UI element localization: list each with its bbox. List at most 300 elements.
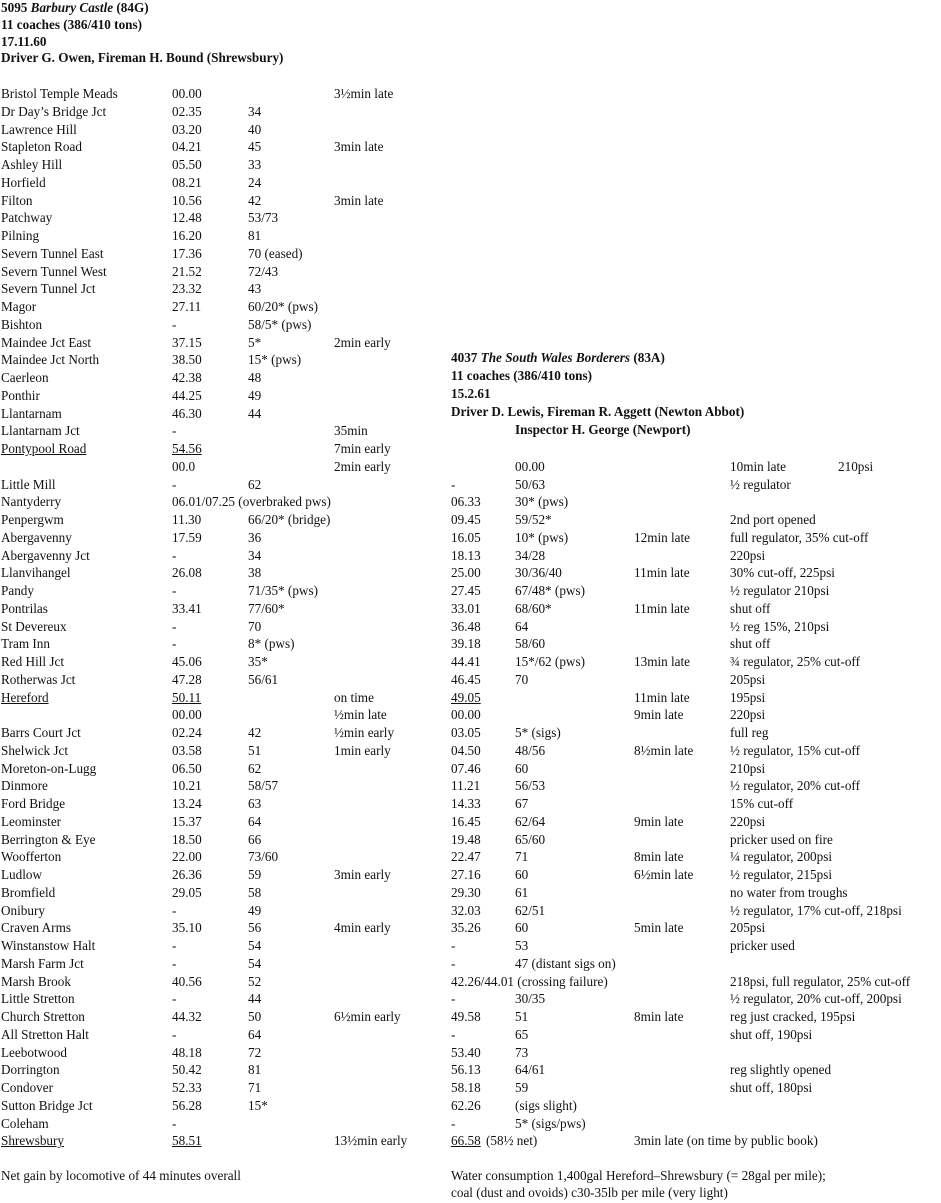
station-name: Church Stretton [1, 1009, 85, 1024]
train1-time: 16.20 [172, 228, 202, 243]
train1-speed: 45 [248, 139, 262, 155]
train2-time: 06.33 [451, 494, 481, 510]
footer-coal-consumption: coal (dust and ovoids) c30-35lb per mile (very light) [451, 1185, 728, 1200]
station-name: Horfield [1, 174, 46, 190]
train2-time: 16.05 [451, 529, 481, 545]
train2-time: 62.26 [451, 1097, 481, 1113]
train1-speed: 52 [248, 973, 262, 989]
table-row [0, 618, 941, 636]
train1-date: 17.11.60 [1, 34, 47, 49]
station-name: Pontrilas [1, 600, 48, 616]
table-row [0, 138, 941, 156]
table-row [0, 369, 941, 387]
table-row [0, 813, 941, 831]
station-name: Craven Arms [1, 920, 71, 936]
train1-time: 26.36 [172, 867, 202, 882]
train1-speed: 33 [248, 157, 262, 172]
train2-inspector: Inspector H. George (Newport) [515, 422, 691, 437]
train1-time: - [172, 938, 177, 953]
train2-time: 49.58 [451, 1009, 481, 1024]
train1-remark: ½min early [334, 725, 395, 740]
train1-speed: 8* (pws) [248, 636, 295, 652]
train1-speed: 71 [248, 1080, 262, 1095]
table-row [0, 671, 941, 689]
table-row [0, 635, 941, 653]
train1-speed: 5* [248, 334, 262, 350]
station-name: Berrington & Eye [1, 831, 96, 847]
train2-remark: 13min late [634, 654, 691, 669]
train1-speed: 72 [248, 1044, 262, 1060]
table-row [0, 831, 941, 849]
train2-speed: 5* (sigs) [515, 725, 561, 740]
train1-remark: 2min early [334, 334, 391, 350]
table-row [0, 884, 941, 902]
train1-time: 56.28 [172, 1097, 202, 1113]
station-name: Severn Tunnel East [1, 245, 104, 261]
train2-time: 27.45 [451, 583, 481, 598]
train1-time: 00.00 [172, 86, 202, 101]
train1-remark: 13½min early [334, 1133, 408, 1149]
train2-notes: reg slightly opened [730, 1062, 832, 1078]
train1-speed: 58/57 [248, 778, 279, 794]
train2-speed: 59/52* [515, 512, 552, 527]
train2-notes: shut off [730, 636, 771, 652]
station-name: Lawrence Hill [1, 121, 77, 137]
train1-time: 04.21 [172, 139, 202, 155]
train2-notes: shut off, 180psi [730, 1080, 813, 1095]
train1-shed: (84G) [116, 0, 149, 15]
train2-time: 09.45 [451, 512, 481, 527]
train1-time: 26.08 [172, 565, 202, 581]
train1-time: 48.18 [172, 1044, 202, 1060]
train1-remark: 6½min early [334, 1009, 401, 1024]
train2-time: 00.00 [451, 707, 481, 723]
train2-remark: 11min late [634, 689, 690, 705]
train1-loco-number: 5095 [1, 0, 28, 15]
train2-notes: 218psi, full regulator, 25% cut-off [730, 973, 911, 989]
train2-speed: 15*/62 (pws) [515, 654, 585, 669]
station-name: Moreton-on-Lugg [1, 760, 97, 776]
train1-time: 47.28 [172, 671, 202, 687]
train1-time: 17.59 [172, 529, 202, 545]
station-name: Onibury [1, 902, 45, 918]
table-row [0, 564, 941, 582]
station-name: Nantyderry [1, 494, 62, 510]
train1-time: - [172, 1115, 177, 1131]
train1-time: 12.48 [172, 210, 202, 226]
train2-time: 29.30 [451, 884, 481, 900]
train1-speed: 38 [248, 565, 262, 581]
train2-notes: full reg [730, 725, 769, 740]
station-name: Ashley Hill [1, 157, 63, 172]
train1-speed: 44 [248, 405, 262, 421]
table-row [0, 547, 941, 565]
train1-time: 10.56 [172, 192, 202, 208]
train2-remark: 6½min late [634, 867, 694, 882]
train2-remark: 11min late [634, 565, 690, 581]
train2-speed: 10* (pws) [515, 529, 569, 545]
train1-time: - [172, 955, 177, 971]
train1-speed: 36 [248, 529, 262, 545]
train2-time: 25.00 [451, 565, 481, 581]
station-name: Maindee Jct North [1, 352, 100, 368]
train1-time: 02.24 [172, 725, 202, 740]
train2-speed: 5* (sigs/pws) [515, 1115, 586, 1131]
table-row [0, 1115, 941, 1133]
train1-speed: 43 [248, 281, 262, 297]
station-name: Bristol Temple Meads [1, 86, 118, 101]
station-name: Leebotwood [1, 1044, 67, 1060]
train2-time: 22.47 [451, 849, 481, 865]
train1-time: 03.58 [172, 742, 202, 758]
train1-crew: Driver G. Owen, Fireman H. Bound (Shrewsbury) [1, 50, 284, 65]
train2-time: - [451, 955, 456, 971]
train2-time: 04.50 [451, 742, 481, 758]
table-row [0, 458, 941, 476]
train2-time: 11.21 [451, 778, 481, 794]
station-name: Sutton Bridge Jct [1, 1097, 93, 1113]
train1-time: 10.21 [172, 778, 202, 794]
station-name: Ludlow [1, 867, 43, 882]
train2-speed: 67/48* (pws) [515, 583, 585, 598]
train1-speed: 40 [248, 121, 262, 137]
train1-time: 05.50 [172, 157, 202, 172]
train1-remark: 3min late [334, 139, 384, 155]
train1-remark: 2min early [334, 458, 391, 474]
table-row [0, 1044, 941, 1062]
train2-notes: ½ reg 15%, 210psi [730, 618, 830, 634]
train2-notes: ½ regulator, 20% cut-off [730, 778, 860, 794]
station-name: Severn Tunnel West [1, 263, 107, 279]
train2-notes: ½ regulator, 20% cut-off, 200psi [730, 991, 902, 1007]
train1-remark: 3min late [334, 192, 384, 208]
train1-speed: 49 [248, 387, 262, 403]
train2-time: 36.48 [451, 618, 481, 634]
station-name: Hereford [1, 689, 49, 705]
train2-notes: pricker used on fire [730, 831, 833, 847]
train1-remark: on time [334, 689, 374, 705]
train2-speed: 58/60 [515, 636, 546, 652]
table-row [0, 334, 941, 352]
station-name: Ponthir [1, 387, 40, 403]
train2-notes: 210psi [730, 760, 766, 776]
train1-time: 00.00 [172, 707, 202, 723]
train1-time: - [172, 547, 177, 563]
train1-time: 37.15 [172, 334, 202, 350]
station-name: Shelwick Jct [1, 742, 69, 758]
train2-time: 39.18 [451, 636, 481, 652]
train1-time: 06.01/07.25 (overbraked pws) [172, 494, 331, 510]
train1-time: - [172, 636, 177, 652]
station-name: Pilning [1, 228, 40, 243]
train2-shed: (83A) [633, 350, 665, 365]
train2-speed: 59 [515, 1080, 529, 1095]
station-name: Marsh Brook [1, 973, 71, 989]
train1-speed: 54 [248, 955, 262, 971]
train2-speed: 51 [515, 1009, 529, 1024]
station-name: Caerleon [1, 370, 49, 385]
train2-speed: 62/64 [515, 813, 546, 829]
train2-notes: ½ regulator, 17% cut-off, 218psi [730, 902, 902, 918]
train1-time: 33.41 [172, 600, 202, 616]
table-row [0, 351, 941, 369]
train1-time: 22.00 [172, 849, 202, 865]
station-name: Stapleton Road [1, 139, 82, 155]
train2-time: 19.48 [451, 831, 481, 847]
train1-time: - [172, 423, 177, 439]
station-name: Maindee Jct East [1, 334, 92, 350]
train1-time: - [172, 991, 177, 1007]
train1-speed: 77/60* [248, 600, 285, 616]
train2-notes: shut off [730, 600, 771, 616]
table-row [0, 298, 941, 316]
train1-remark: 3min early [334, 867, 391, 882]
table-row [0, 156, 941, 174]
train2-notes: no water from troughs [730, 884, 848, 900]
train2-time: 53.40 [451, 1044, 481, 1060]
table-row [0, 440, 941, 458]
train1-time: 38.50 [172, 352, 202, 368]
train1-title [1, 0, 149, 16]
train1-speed: 34 [248, 103, 262, 119]
station-name: Little Stretton [1, 991, 75, 1007]
train1-speed: 58 [248, 884, 262, 900]
table-row [0, 742, 941, 760]
train1-time: - [172, 583, 177, 598]
table-row [0, 1061, 941, 1079]
train1-speed: 73/60 [248, 849, 279, 865]
train1-speed: 81 [248, 1062, 262, 1078]
train2-crew: Driver D. Lewis, Fireman R. Aggett (Newton Abbot) [451, 404, 745, 419]
train2-speed: 65/60 [515, 831, 546, 847]
table-row [0, 795, 941, 813]
table-row [0, 476, 941, 494]
train1-speed: 70 (eased) [248, 245, 303, 261]
station-name: Marsh Farm Jct [1, 955, 84, 971]
station-name: Llantarnam [1, 405, 62, 421]
train2-remark: 8min late [634, 849, 684, 865]
train1-speed: 66/20* (bridge) [248, 512, 331, 527]
train1-speed: 62 [248, 760, 262, 776]
train1-speed: 56 [248, 920, 262, 936]
train1-speed: 24 [248, 174, 262, 190]
train2-notes: 220psi [730, 547, 766, 563]
train1-speed: 72/43 [248, 263, 279, 279]
train1-speed: 62 [248, 476, 262, 492]
station-name: All Stretton Halt [1, 1026, 89, 1042]
train1-time: 40.56 [172, 973, 202, 989]
table-row [0, 689, 941, 707]
train2-speed: 67 [515, 796, 529, 811]
table-row [0, 85, 941, 103]
train2-time: 03.05 [451, 725, 481, 740]
train1-loco-name: Barbury Castle [30, 0, 114, 15]
train2-speed: 60 [515, 760, 529, 776]
train2-time: 16.45 [451, 813, 481, 829]
table-row [0, 245, 941, 263]
train1-time: 44.32 [172, 1009, 202, 1024]
train2-speed: 64/61 [515, 1062, 546, 1078]
train1-load: 11 coaches (386/410 tons) [1, 17, 143, 32]
train1-speed: 42 [248, 192, 262, 208]
train2-speed: 56/53 [515, 778, 546, 794]
train1-time: 46.30 [172, 405, 202, 421]
train1-time: - [172, 1026, 177, 1042]
train2-speed: 00.00 [515, 458, 545, 474]
train2-notes: reg just cracked, 195psi [730, 1009, 856, 1024]
train2-speed: 62/51 [515, 902, 546, 918]
train2-time: 49.05 [451, 689, 481, 705]
train1-time: 15.37 [172, 813, 202, 829]
train2-notes: ½ regulator, 15% cut-off [730, 742, 860, 758]
train2-load: 11 coaches (386/410 tons) [451, 368, 593, 383]
train2-time: - [451, 476, 456, 492]
train2-notes: ¾ regulator, 25% cut-off [730, 654, 860, 669]
table-row [0, 405, 941, 423]
station-name: Abergavenny [1, 529, 72, 545]
station-name: Barrs Court Jct [1, 725, 81, 740]
train2-time: 56.13 [451, 1062, 481, 1078]
table-row [0, 121, 941, 139]
train2-notes: full regulator, 35% cut-off [730, 529, 869, 545]
train1-time: - [172, 902, 177, 918]
footer-water-consumption: Water consumption 1,400gal Hereford–Shrewsbury (= 28gal per mile); [451, 1168, 826, 1183]
station-name: Llanvihangel [1, 565, 71, 581]
train1-time: 35.10 [172, 920, 202, 936]
train1-time: 21.52 [172, 263, 202, 279]
table-row [0, 902, 941, 920]
table-row [0, 1097, 941, 1115]
station-name: St Devereux [1, 618, 67, 634]
train1-time: 17.36 [172, 245, 202, 261]
train2-time: 14.33 [451, 796, 481, 811]
train1-remark: 4min early [334, 920, 391, 936]
train1-speed: 71/35* (pws) [248, 583, 318, 598]
train1-speed: 48 [248, 370, 262, 385]
train2-notes: shut off, 190psi [730, 1026, 813, 1042]
table-row [0, 653, 941, 671]
station-name: Condover [1, 1080, 54, 1095]
train2-time: - [451, 1026, 456, 1042]
station-name: Little Mill [1, 476, 56, 492]
train1-time: 58.51 [172, 1133, 202, 1149]
station-name: Ford Bridge [1, 796, 66, 811]
train2-time: 33.01 [451, 600, 481, 616]
station-name: Bishton [1, 316, 43, 332]
train2-speed: 71 [515, 849, 529, 865]
train1-speed: 59 [248, 867, 262, 882]
train1-time: 27.11 [172, 299, 202, 314]
train1-speed: 42 [248, 725, 262, 740]
table-row [0, 227, 941, 245]
train1-speed: 34 [248, 547, 262, 563]
train2-notes: 30% cut-off, 225psi [730, 565, 835, 581]
train1-speed: 64 [248, 813, 262, 829]
train2-time: - [451, 1115, 456, 1131]
train1-time: 23.32 [172, 281, 202, 297]
train2-net-time: (58½ net) [486, 1133, 538, 1149]
train2-speed: 48/56 [515, 742, 546, 758]
table-row [0, 973, 941, 991]
train2-remark: 5min late [634, 920, 684, 936]
station-name: Leominster [1, 813, 62, 829]
train2-speed: 30/35 [515, 991, 546, 1007]
station-name: Patchway [1, 210, 53, 226]
train1-speed: 58/5* (pws) [248, 316, 312, 332]
train2-speed: 65 [515, 1026, 529, 1042]
table-row [0, 280, 941, 298]
station-name: Tram Inn [1, 636, 50, 652]
train1-remark: 35min [334, 423, 368, 439]
train2-notes: 10min late [730, 458, 787, 474]
train2-speed: 30/36/40 [515, 565, 562, 581]
train2-remark: 8min late [634, 1009, 684, 1024]
train1-speed: 60/20* (pws) [248, 299, 318, 314]
table-row [0, 529, 941, 547]
train1-time: 52.33 [172, 1080, 202, 1095]
train2-date: 15.2.61 [451, 386, 491, 401]
table-row [0, 263, 941, 281]
train2-time: - [451, 938, 456, 953]
train1-time: 18.50 [172, 831, 202, 847]
train2-remark: 3min late (on time by public book) [634, 1133, 818, 1149]
train1-time: 02.35 [172, 103, 202, 119]
train2-pressure: 210psi [838, 458, 874, 474]
table-row [0, 919, 941, 937]
train2-time: 44.41 [451, 654, 481, 669]
train2-speed: 68/60* [515, 600, 552, 616]
train1-time: 29.05 [172, 884, 202, 900]
train1-time: 44.25 [172, 387, 202, 403]
train1-speed: 81 [248, 228, 262, 243]
table-row [0, 866, 941, 884]
train2-time: 46.45 [451, 671, 481, 687]
train1-speed: 63 [248, 796, 262, 811]
table-row [0, 511, 941, 529]
train2-speed: 60 [515, 867, 529, 882]
train2-remark: 12min late [634, 529, 691, 545]
train1-time: 45.06 [172, 654, 202, 669]
table-row [0, 422, 941, 440]
train2-speed: 73 [515, 1044, 529, 1060]
station-name: Pontypool Road [1, 441, 87, 456]
table-row [0, 600, 941, 618]
station-name: Dr Day’s Bridge Jct [1, 103, 107, 119]
train1-speed: 15* [248, 1097, 268, 1113]
table-row [0, 1132, 941, 1150]
train2-time: 35.26 [451, 920, 481, 936]
train2-notes: pricker used [730, 938, 795, 953]
station-name: Rotherwas Jct [1, 671, 76, 687]
train2-speed: (sigs slight) [515, 1097, 577, 1113]
train2-notes: 2nd port opened [730, 512, 816, 527]
table-row [0, 1026, 941, 1044]
train1-speed: 49 [248, 902, 262, 918]
table-row [0, 724, 941, 742]
station-name: Bromfield [1, 884, 56, 900]
train2-notes: 195psi [730, 689, 766, 705]
train2-speed: 47 (distant sigs on) [515, 955, 616, 971]
table-row [0, 848, 941, 866]
train1-time: - [172, 476, 177, 492]
train2-speed: 50/63 [515, 476, 546, 492]
table-row [0, 990, 941, 1008]
train2-time: 27.16 [451, 867, 481, 882]
train1-speed: 53/73 [248, 210, 279, 226]
train2-speed: 34/28 [515, 547, 546, 563]
train1-speed: 15* (pws) [248, 352, 302, 368]
table-row [0, 760, 941, 778]
